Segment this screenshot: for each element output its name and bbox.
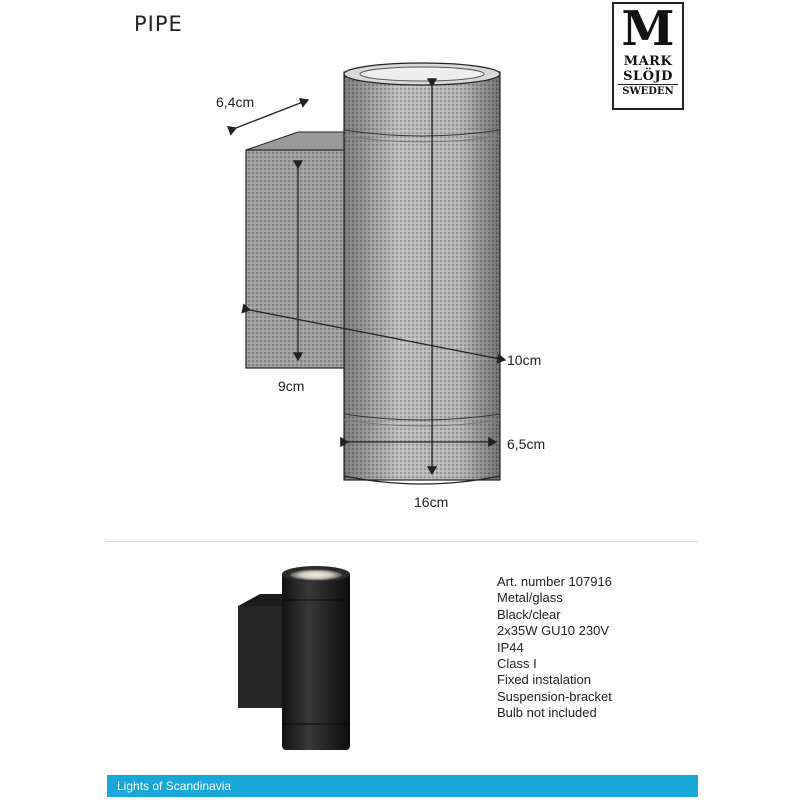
spec-art-number: Art. number 107916 (497, 574, 612, 589)
page-title: PIPE (134, 12, 183, 36)
spec-color: Black/clear (497, 606, 561, 622)
spec-class: Class I (497, 656, 537, 672)
cylinder-drawing (344, 63, 500, 484)
spec-list (497, 574, 612, 722)
footer-text: Lights of Scandinavia (117, 779, 232, 793)
spec-ip-rating: IP44 (497, 639, 524, 655)
dim-height: 16cm (414, 494, 449, 510)
product-photo (220, 558, 370, 758)
logo-line-3: SWEDEN (618, 84, 678, 99)
logo-line-1: MARK (623, 54, 673, 69)
logo-line-2: SLÖJD (623, 69, 673, 84)
dim-total-depth: 10cm (507, 352, 542, 368)
dim-bracket-depth: 6,4cm (216, 94, 255, 110)
dim-diameter: 6,5cm (507, 436, 546, 452)
spec-installation: Fixed instalation (497, 672, 591, 688)
spec-bulb: 2x35W GU10 230V (497, 623, 610, 639)
spec-mounting: Suspension-bracket (497, 688, 612, 704)
section-divider (106, 541, 698, 542)
dim-bracket-height: 9cm (278, 378, 305, 394)
logo-letter: M (621, 1, 675, 57)
spec-material: Metal/glass (497, 590, 563, 606)
footer-bar (107, 775, 698, 797)
spec-bulb-note: Bulb not included (497, 705, 597, 721)
